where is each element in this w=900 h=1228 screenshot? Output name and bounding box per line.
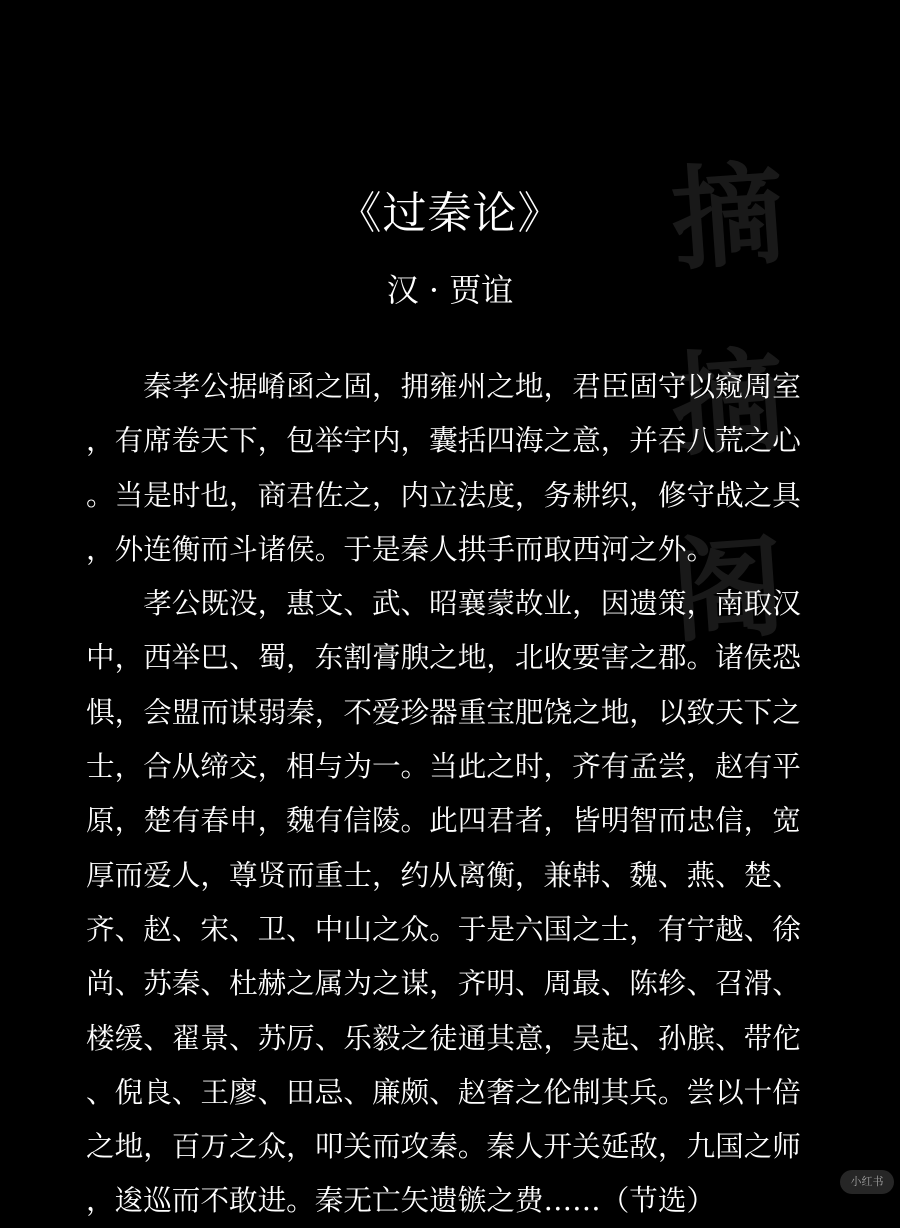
page-title: 《过秦论》 — [337, 188, 563, 239]
watermark-char: 摘 — [667, 334, 789, 473]
essay-paragraph-2: 孝公既没，惠文、武、昭襄蒙故业，因遗策，南取汉中，西举巴、蜀，东割膏腴之地，北收要害之郡。诸侯恐惧，会盟而谋弱秦，不爱珍器重宝肥饶之地，以致天下之士，合从缔交，相与为一。当此之时，齐有孟尝，赵有平原，楚有春申，魏有信陵。此四君者，皆明智而忠信，宽厚而爱人，尊贤而重士，约从离衡，兼韩、魏、燕、楚、齐、赵、宋、卫、中山之众。于是六国之士，有宁越、徐尚、苏秦、杜赫之属为之谋，齐明、周最、陈轸、召滑、楼缓、翟景、苏厉、乐毅之徒通其意，吴起、孙膑、带佗、倪良、王廖、田忌、廉颇、赵奢之伦制其兵。尝以十倍之地，百万之众，叩关而攻秦。秦人开关延敌，九国之师，逡巡而不敢进。秦无亡矢遗镞之费……（节选） — [86, 586, 801, 1218]
platform-watermark-badge: 小红书 — [840, 1170, 894, 1194]
author-line: 汉 · 贾谊 — [386, 271, 514, 309]
watermark-char: 阁 — [667, 520, 789, 659]
essay-body — [86, 359, 814, 1228]
essay-paragraph-1: 秦孝公据崤函之固，拥雍州之地，君臣固守以窥周室，有席卷天下，包举宇内，囊括四海之意，并吞八荒之心。当是时也，商君佐之，内立法度，务耕织，修守战之具，外连衡而斗诸侯。于是秦人拱手而取西河之外。 — [86, 369, 801, 566]
watermark-char: 摘 — [667, 148, 789, 287]
